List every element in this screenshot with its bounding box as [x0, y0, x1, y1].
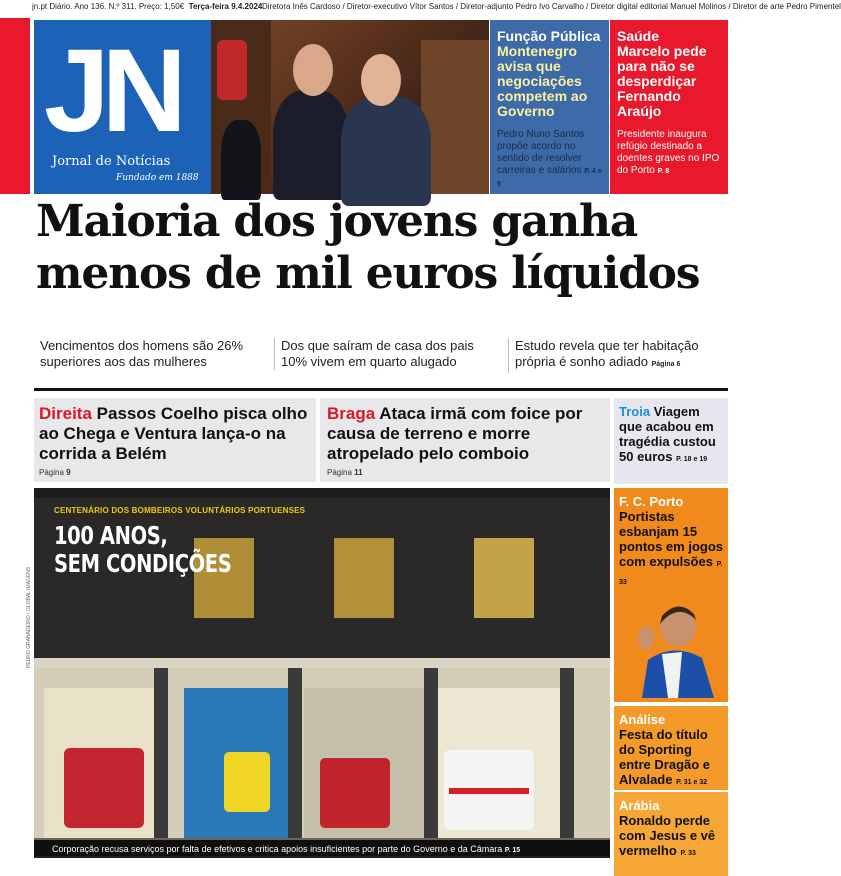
braga-page: Página 11: [327, 468, 363, 477]
saude-tag: Saúde: [617, 28, 660, 44]
main-headline-line-1: Maioria dos jovens ganha: [36, 196, 638, 247]
main-headline-line-2: menos de mil euros líquidos: [36, 248, 700, 299]
saude-teaser[interactable]: [610, 20, 728, 194]
saude-text: Presidente inaugura refúgio destinado a doentes graves no IPO do Porto P. 8: [617, 129, 720, 176]
main-headline[interactable]: [36, 196, 728, 300]
funcao-publica-tag: Função Pública: [497, 28, 601, 44]
logo-name: Jornal de Notícias: [52, 154, 171, 169]
arabia-teaser[interactable]: [614, 792, 728, 876]
direita-page: Página 9: [39, 468, 71, 477]
braga-text: Braga Ataca irmã com foice por causa de terreno e morre atropelado pelo comboio: [327, 404, 583, 463]
person-figure-left: [273, 90, 349, 200]
headline-subheads: [34, 336, 728, 378]
troia-page: P. 18 e 19: [676, 456, 708, 463]
fc-porto-page: P. 33: [619, 561, 723, 586]
feature-caption: Corporação recusa serviços por falta de efetivos e critica apoios insuficientes por parte do Governo e da Câmara P. 15: [34, 840, 610, 858]
newspaper-logo[interactable]: [34, 20, 211, 194]
funcao-publica-page: P. 4 e 5: [497, 168, 602, 188]
funcao-publica-text: Pedro Nuno Santos propõe acordo no sentido de resolver carreiras e salários P. 4 e 5: [497, 129, 602, 188]
left-red-strip: [0, 18, 30, 194]
footballer-photo: [622, 590, 726, 698]
person-head-right: [361, 54, 401, 106]
footballer-illustration: [622, 590, 726, 698]
person-figure-background: [221, 120, 261, 200]
arabia-tag: Arábia: [619, 798, 660, 813]
arabia-text: Ronaldo perde com Jesus e vê vermelho P. 33: [619, 813, 716, 858]
issue-info: jn.pt Diário. Ano 136. N.º 311. Preço: 1,50€ Terça-feira 9.4.2024: [32, 2, 263, 11]
braga-teaser[interactable]: [320, 398, 610, 482]
subhead-2[interactable]: Dos que saíram de casa dos pais 10% vivem em quarto alugado: [274, 338, 502, 370]
analise-page: P. 31 e 32: [676, 779, 708, 786]
troia-tag: Troia: [619, 404, 651, 419]
fire-extinguisher-shape: [217, 40, 247, 100]
funcao-publica-title: Montenegro avisa que negociações competem ao Governo: [497, 43, 588, 119]
subhead-3[interactable]: Estudo revela que ter habitação própria é sonho adiado Página 6: [508, 338, 728, 373]
subhead-3-page: Página 6: [651, 361, 681, 368]
person-figure-right: [341, 96, 431, 206]
funcao-publica-teaser[interactable]: [490, 20, 609, 194]
feature-title-line-2: SEM CONDIÇÕES: [54, 549, 232, 578]
top-info-line: [0, 0, 841, 14]
braga-tag: Braga: [327, 404, 376, 423]
staff-credits: Diretora Inês Cardoso / Diretor-executivo Vítor Santos / Diretor-adjunto Pedro Ivo Carvalho / Diretor digital editorial Manuel Molinos / Diretor de arte Pedro Pimentel: [262, 2, 841, 11]
logo-founded: Fundado em 1888: [116, 173, 199, 183]
direita-tag: Direita: [39, 404, 92, 423]
feature-title-line-1: 100 ANOS,: [54, 521, 168, 550]
feature-photo[interactable]: [34, 488, 610, 856]
troia-text: Viagem que acabou em tragédia custou 50 euros: [619, 404, 716, 464]
fc-porto-text: Portistas esbanjam 15 pontos em jogos com expulsões P. 33: [619, 509, 723, 586]
top-news-photo[interactable]: [211, 20, 489, 194]
issue-date: Terça-feira 9.4.2024: [188, 2, 263, 11]
arabia-page: P. 33: [680, 850, 696, 857]
feature-kicker: CENTENÁRIO DOS BOMBEIROS VOLUNTÁRIOS PORTUENSES: [54, 506, 306, 515]
photo-credit: PEDRO GRANADEIRO / GLOBAL IMAGENS: [26, 566, 32, 668]
analise-tag: Análise: [619, 712, 666, 727]
logo-mark: JN: [44, 25, 179, 157]
fc-porto-tag: F. C. Porto: [619, 494, 684, 509]
feature-title: [54, 522, 231, 578]
saude-page: P. 8: [657, 168, 670, 175]
section-divider: [34, 388, 728, 391]
troia-teaser[interactable]: [614, 398, 728, 484]
analise-text: Festa do título do Sporting entre Dragão e Alvalade P. 31 e 32: [619, 727, 711, 787]
saude-title: Marcelo pede para não se desperdiçar Fernando Araújo: [617, 43, 707, 119]
photo-wood-panel: [421, 40, 489, 194]
analise-teaser[interactable]: [614, 706, 728, 790]
person-head-left: [293, 44, 333, 96]
direita-teaser[interactable]: [34, 398, 316, 482]
feature-page: P. 15: [504, 847, 521, 854]
direita-text: Direita Passos Coelho pisca olho ao Chega e Ventura lança-o na corrida a Belém: [39, 404, 308, 463]
subhead-1[interactable]: Vencimentos dos homens são 26% superiores aos das mulheres: [40, 338, 244, 369]
